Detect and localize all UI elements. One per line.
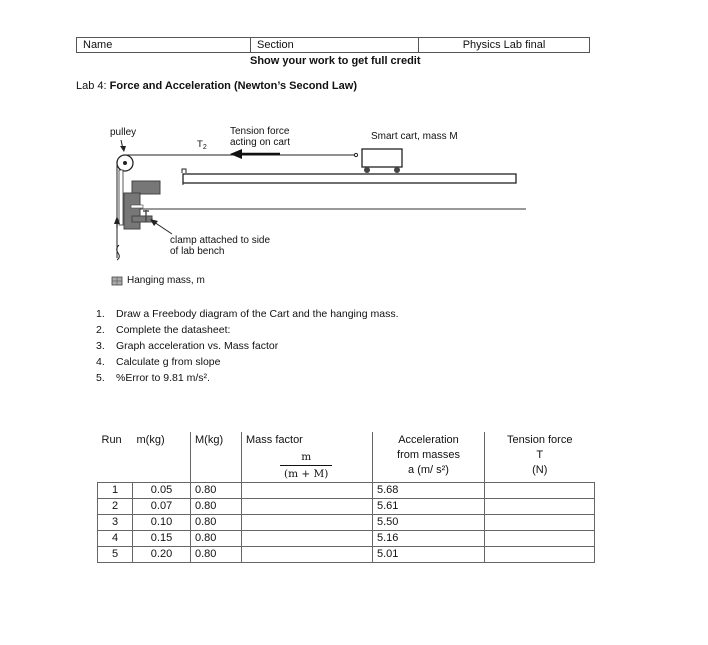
course-title: Physics Lab final	[462, 39, 546, 51]
track-end-stop	[182, 169, 186, 173]
tension-arrow-icon	[230, 149, 280, 159]
mass-factor-fraction: $\frac{m}{(m + M)}$	[280, 450, 332, 482]
tension-label-line1: Tension force	[230, 126, 290, 137]
M-header: M(kg)	[191, 432, 242, 483]
list-item: 2. Complete the datasheet:	[96, 324, 231, 336]
mass-factor-cell[interactable]	[242, 483, 373, 499]
acceleration-cell: 5.68	[373, 483, 485, 499]
clamp-label-line1: clamp attached to side	[170, 235, 271, 246]
hanging-mass-icon	[112, 277, 122, 285]
acceleration-cell: 5.50	[373, 515, 485, 531]
run-cell: 3	[98, 515, 133, 531]
list-item: 3. Graph acceleration vs. Mass factor	[96, 340, 279, 352]
mass-factor-cell[interactable]	[242, 515, 373, 531]
run-cell: 1	[98, 483, 133, 499]
mass-factor-cell[interactable]	[242, 531, 373, 547]
track	[183, 174, 516, 183]
list-item: 1. Draw a Freebody diagram of the Cart and the hanging mass.	[96, 308, 399, 320]
M-cell: 0.80	[191, 499, 242, 515]
section-field: Section	[251, 38, 419, 52]
apparatus-diagram	[90, 120, 540, 295]
tension-cell[interactable]	[485, 531, 595, 547]
tension-cell[interactable]	[485, 499, 595, 515]
list-item: 5. %Error to 9.81 m/s².	[96, 372, 210, 384]
tension-header: Tension force T (N)	[485, 432, 595, 483]
clamp-label-line2: of lab bench	[170, 246, 225, 257]
instructions-subtitle: Show your work to get full credit	[250, 55, 421, 67]
cart-icon	[354, 149, 402, 173]
tension-label-line2: acting on cart	[230, 137, 291, 148]
tension-cell[interactable]	[485, 483, 595, 499]
lab-name: Force and Acceleration (Newton’s Second Law)	[109, 80, 357, 92]
table-row	[98, 547, 595, 563]
m-cell: 0.07	[133, 499, 191, 515]
acceleration-cell: 5.61	[373, 499, 485, 515]
acceleration-cell: 5.01	[373, 547, 485, 563]
M-cell: 0.80	[191, 515, 242, 531]
steps-list	[96, 306, 399, 386]
acceleration-cell: 5.16	[373, 531, 485, 547]
table-row	[98, 499, 595, 515]
tension-cell[interactable]	[485, 515, 595, 531]
m-cell: 0.20	[133, 547, 191, 563]
acceleration-header: Acceleration from masses a (m/ s²)	[373, 432, 485, 483]
M-cell: 0.80	[191, 483, 242, 499]
mass-factor-header: Mass factor $\frac{m}{(m + M)}$	[242, 432, 373, 483]
pulley-label: pulley	[110, 127, 137, 138]
list-item: 4. Calculate g from slope	[96, 356, 221, 368]
table-row	[98, 483, 595, 499]
header-row	[76, 37, 590, 53]
tension-t2-label: $T_2$	[197, 139, 207, 151]
name-field: Name	[77, 38, 251, 52]
table-header-row	[98, 432, 595, 483]
m-cell: 0.15	[133, 531, 191, 547]
run-header: Run	[101, 434, 122, 446]
m-header: m(kg)	[136, 434, 165, 446]
lab-prefix: Lab 4:	[76, 80, 110, 92]
tension-cell[interactable]	[485, 547, 595, 563]
datasheet-table	[97, 432, 595, 563]
M-cell: 0.80	[191, 531, 242, 547]
cart-label: Smart cart, mass M	[371, 131, 458, 142]
table-row	[98, 531, 595, 547]
run-cell: 4	[98, 531, 133, 547]
lab-title	[76, 80, 357, 92]
hanging-mass-label: Hanging mass, m	[127, 275, 205, 286]
m-cell: 0.05	[133, 483, 191, 499]
mass-factor-cell[interactable]	[242, 547, 373, 563]
mass-factor-cell[interactable]	[242, 499, 373, 515]
m-cell: 0.10	[133, 515, 191, 531]
M-cell: 0.80	[191, 547, 242, 563]
run-cell: 2	[98, 499, 133, 515]
run-cell: 5	[98, 547, 133, 563]
table-row	[98, 515, 595, 531]
